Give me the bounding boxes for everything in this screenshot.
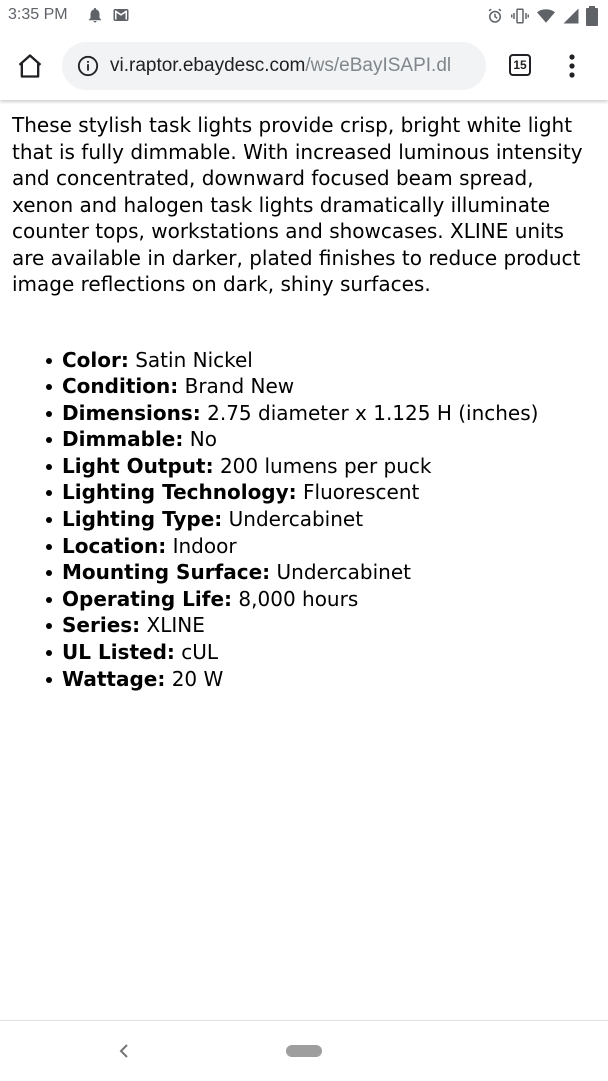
spec-value: No — [189, 427, 217, 452]
spec-value: 200 lumens per puck — [219, 453, 432, 478]
home-button[interactable] — [14, 50, 46, 82]
address-bar[interactable] — [62, 42, 486, 90]
spec-item — [62, 666, 598, 693]
gmail-icon — [112, 6, 130, 24]
spec-item — [62, 347, 598, 374]
spec-item — [62, 479, 598, 506]
battery-icon — [586, 6, 598, 26]
status-system-icons — [486, 6, 598, 26]
spec-item — [62, 400, 598, 427]
signal-icon — [562, 7, 580, 25]
wifi-icon — [536, 7, 556, 25]
spec-key: Series: — [62, 613, 141, 638]
spec-item — [62, 559, 598, 586]
spec-item — [62, 586, 598, 613]
page-content — [12, 112, 598, 692]
spec-item — [62, 533, 598, 560]
more-vert-icon — [568, 53, 576, 79]
spec-value: Satin Nickel — [135, 347, 253, 372]
tab-switcher-button[interactable]: 15 — [509, 54, 531, 76]
spec-key: Lighting Technology: — [62, 480, 297, 505]
spec-key: Mounting Surface: — [62, 560, 271, 585]
spec-key: Dimmable: — [62, 427, 184, 452]
spec-key: UL Listed: — [62, 640, 175, 665]
spec-value: cUL — [181, 640, 219, 665]
home-icon — [16, 52, 44, 80]
spec-item — [62, 639, 598, 666]
spec-item — [62, 426, 598, 453]
spec-item — [62, 506, 598, 533]
system-nav-bar — [0, 1020, 608, 1081]
product-description: These stylish task lights provide crisp, bright white light that is fully dimmable. With increased luminous intensity and concentrated, downward focused beam spread, xenon and halogen task lights dramatically illuminate counter tops, workstations and showcases. XLINE units are available in darker, plated finishes to reduce product image reflections on dark, shiny surfaces. — [12, 113, 583, 296]
status-bar — [0, 0, 608, 32]
status-notification-icons — [86, 6, 130, 24]
spec-item — [62, 373, 598, 400]
more-menu-button[interactable] — [560, 50, 584, 82]
spec-value: Undercabinet — [228, 507, 364, 532]
spec-key: Operating Life: — [62, 586, 233, 611]
home-pill-button[interactable] — [286, 1045, 322, 1057]
back-button[interactable] — [112, 1039, 136, 1063]
info-icon[interactable] — [76, 54, 100, 78]
spec-key: Color: — [62, 347, 129, 372]
spec-item — [62, 612, 598, 639]
spec-value: XLINE — [146, 613, 205, 638]
back-chevron-icon — [117, 1042, 131, 1060]
spec-key: Wattage: — [62, 666, 166, 691]
spec-key: Dimensions: — [62, 400, 201, 425]
status-time: 3:35 PM — [8, 6, 68, 23]
url-host: vi.raptor.ebaydesc.com — [110, 55, 306, 76]
spec-value: 2.75 diameter x 1.125 H (inches) — [207, 400, 539, 425]
spec-key: Lighting Type: — [62, 507, 223, 532]
notification-bell-icon — [86, 6, 104, 24]
spec-value: Undercabinet — [276, 560, 411, 585]
vibrate-icon — [510, 7, 530, 25]
spec-key: Location: — [62, 533, 167, 558]
alarm-icon — [486, 7, 504, 25]
url-text[interactable] — [110, 55, 451, 77]
spec-value: 20 W — [171, 666, 224, 691]
spec-value: 8,000 hours — [238, 586, 359, 611]
browser-toolbar — [0, 32, 608, 100]
spec-list — [12, 347, 598, 693]
spec-value: Indoor — [172, 533, 237, 558]
spec-value: Brand New — [184, 374, 295, 399]
url-path: /ws/eBayISAPI.dl — [305, 55, 452, 76]
spec-key: Light Output: — [62, 453, 214, 478]
spec-key: Condition: — [62, 374, 179, 399]
spec-value: Fluorescent — [303, 480, 420, 505]
spec-item — [62, 453, 598, 480]
